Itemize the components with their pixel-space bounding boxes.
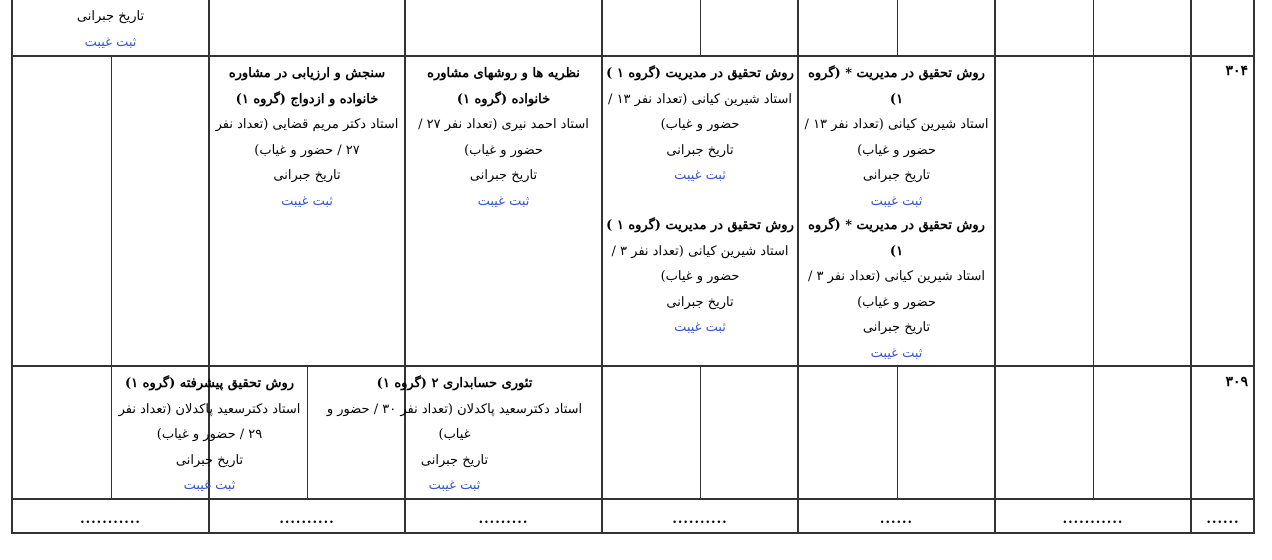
- course-title: نظریه ها و روشهای مشاوره خانواده (گروه ۱): [427, 66, 580, 107]
- class-cell: [603, 213, 797, 341]
- makeup-date-label: تاریخ جبرانی: [175, 452, 244, 468]
- class-cell: [799, 213, 994, 366]
- row-divider: [11, 55, 1255, 57]
- makeup-date-label: تاریخ جبرانی: [862, 320, 931, 335]
- top-fragment-cell: [13, 4, 208, 55]
- instructor-info: استاد دکترسعید پاکدلان (تعداد نفر ۲۹ / حضور و غیاب): [118, 401, 301, 442]
- room-number: ۳۰۴: [1225, 63, 1248, 79]
- column-divider: [994, 0, 996, 534]
- record-absence-link[interactable]: ثبت غیبت: [674, 320, 726, 335]
- makeup-date-label: تاریخ جبرانی: [469, 168, 538, 183]
- column-divider: [1190, 0, 1192, 534]
- record-absence-link[interactable]: ثبت غیبت: [870, 193, 923, 209]
- makeup-date-label: تاریخ جبرانی: [666, 142, 734, 158]
- instructor-info: استاد شیرین کیانی (تعداد نفر ۳ / حضور و غیاب): [611, 243, 789, 284]
- record-absence-link[interactable]: ثبت غیبت: [477, 193, 530, 209]
- makeup-date-label: تاریخ جبرانی: [420, 452, 489, 468]
- course-title: روش تحقیق در مدیریت (گروه ۱ ): [606, 66, 794, 81]
- instructor-info: استاد شیرین کیانی (تعداد نفر ۱۳ / حضور و غیاب): [608, 91, 792, 132]
- record-absence-link[interactable]: ثبت غیبت: [281, 193, 333, 209]
- instructor-info: استاد دکتر مریم قضایی (تعداد نفر ۲۷ / حضور و غیاب): [215, 117, 399, 158]
- footer-dots: ..........: [672, 512, 728, 527]
- footer-dots: ...........: [80, 512, 141, 527]
- room-number: ۳۰۹: [1225, 374, 1248, 390]
- subcolumn-divider: [897, 365, 898, 500]
- class-cell: [210, 61, 404, 214]
- record-absence-link[interactable]: ثبت غیبت: [183, 478, 236, 493]
- course-title: تئوری حسابداری ۲ (گروه ۱): [376, 376, 533, 391]
- record-absence-link[interactable]: ثبت غیبت: [84, 34, 137, 50]
- row-divider: [11, 365, 1255, 367]
- course-title: روش تحقیق در مدیریت * (گروه ۱): [808, 218, 985, 259]
- class-cell: [308, 371, 601, 499]
- class-cell: [603, 61, 797, 189]
- subcolumn-divider: [700, 0, 701, 57]
- subcolumn-divider: [897, 0, 898, 57]
- instructor-info: استاد شیرین کیانی (تعداد نفر ۱۳ / حضور و غیاب): [804, 117, 989, 158]
- footer-dots: ..........: [279, 512, 335, 527]
- class-cell: [799, 61, 994, 214]
- course-title: سنجش و ارزیابی در مشاوره خانواده و ازدواج (گروه ۱): [228, 66, 386, 107]
- subcolumn-divider: [700, 365, 701, 500]
- footer-dots: ......: [879, 512, 914, 527]
- footer-dots: ...........: [1062, 512, 1124, 527]
- instructor-info: استاد دکترسعید پاکدلان (تعداد نفر ۳۰ / حضور و غیاب): [326, 401, 583, 442]
- makeup-date-label: تاریخ جبرانی: [273, 168, 341, 183]
- instructor-info: استاد شیرین کیانی (تعداد نفر ۳ / حضور و غیاب): [808, 269, 985, 310]
- record-absence-link[interactable]: ثبت غیبت: [870, 345, 923, 361]
- makeup-date-label: تاریخ جبرانی: [862, 168, 931, 183]
- class-cell: [406, 61, 601, 214]
- class-cell: [112, 371, 307, 499]
- course-title: روش تحقیق پیشرفته (گروه ۱): [124, 376, 295, 391]
- makeup-date-label: تاریخ جبرانی: [666, 294, 734, 310]
- course-title: روش تحقیق در مدیریت (گروه ۱ ): [606, 218, 794, 233]
- makeup-date-label: تاریخ جبرانی: [76, 9, 145, 24]
- course-title: روش تحقیق در مدیریت * (گروه ۱): [808, 66, 985, 107]
- footer-dots: ......: [1206, 512, 1240, 527]
- record-absence-link[interactable]: ثبت غیبت: [428, 478, 481, 493]
- footer-dots: .........: [478, 512, 529, 527]
- subcolumn-divider: [1093, 0, 1094, 500]
- instructor-info: استاد احمد نیری (تعداد نفر ۲۷ / حضور و غیاب): [418, 117, 589, 158]
- record-absence-link[interactable]: ثبت غیبت: [674, 168, 726, 183]
